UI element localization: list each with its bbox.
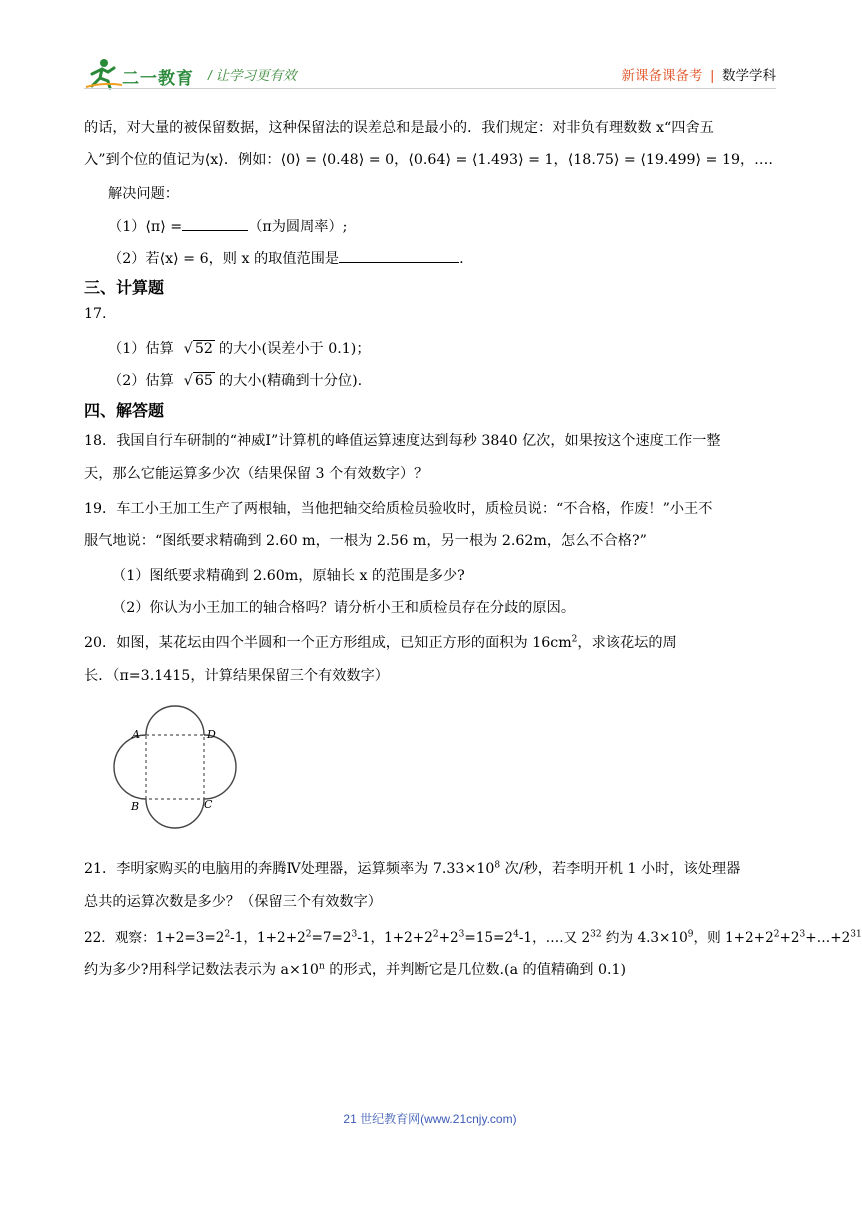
section-4-heading: 四、解答题 bbox=[84, 403, 165, 420]
runner-icon bbox=[84, 56, 124, 90]
radical-sign: √ bbox=[183, 341, 193, 357]
sqrt-52 bbox=[184, 341, 215, 357]
q22-seg: 22．观察：1+2=3=2 bbox=[84, 930, 225, 946]
q17-1-text: （1）估算 bbox=[108, 341, 174, 357]
q17-part-2 bbox=[108, 370, 362, 390]
q22-seg: =7=2 bbox=[311, 930, 352, 946]
question-2 bbox=[108, 248, 464, 268]
q19-line-1: 19．车工小王加工生产了两根轴，当他把轴交给质检员验收时，质检员说：“不合格，作废！”小王不 bbox=[84, 501, 713, 517]
header-label-subject: 数学学科 bbox=[722, 68, 776, 83]
intro-line-1: 的话，对大量的被保留数据，这种保留法的误差总和是最小的．我们规定：对非负有理数数 x“四舍五 bbox=[84, 120, 714, 136]
q1-note: （π为圆周率）; bbox=[248, 219, 348, 235]
logo-text: 二一教育 bbox=[122, 69, 194, 88]
header-separator: | bbox=[710, 68, 714, 83]
q22-l2-text-b: 的形式，并判断它是几位数.(a 的值精确到 0.1) bbox=[324, 962, 627, 978]
q17-number: 17. bbox=[84, 306, 107, 322]
page-header bbox=[84, 56, 776, 92]
q22-seg: +2 bbox=[779, 930, 800, 946]
q17-2-text: （2）估算 bbox=[108, 373, 174, 389]
label-b: B bbox=[131, 800, 140, 813]
radicand-65: 65 bbox=[194, 373, 213, 389]
q22-sup: 2 bbox=[432, 929, 439, 940]
intro-line-2: 入”到个位的值记为⟨x⟩．例如：⟨0⟩ = ⟨0.48⟩ = 0，⟨0.64⟩ = ⟨1.493⟩ = 1，⟨18.75⟩ = ⟨19.499⟩ = 19，…. bbox=[84, 152, 773, 168]
label-a: A bbox=[132, 728, 140, 741]
q20-text-b: ，求该花坛的周 bbox=[577, 635, 677, 651]
q1-text: （1）⟨π⟩ = bbox=[108, 219, 183, 235]
q19-part-1: （1）图纸要求精确到 2.60m，原轴长 x 的范围是多少? bbox=[112, 568, 465, 584]
q22-seg: +…+2 bbox=[805, 930, 851, 946]
radicand-52: 52 bbox=[194, 341, 213, 357]
q22-seg: -1，1+2+2 bbox=[357, 930, 433, 946]
q17-part-1 bbox=[108, 338, 371, 358]
header-divider bbox=[84, 88, 776, 89]
q17-1-tail: 的大小(误差小于 0.1)； bbox=[218, 341, 371, 357]
q22-sup: 31 bbox=[850, 929, 862, 940]
q21-text-b: 次/秒，若李明开机 1 小时，该处理器 bbox=[500, 861, 741, 877]
q1-answer-blank[interactable] bbox=[182, 216, 248, 231]
flower-bed-figure bbox=[110, 702, 240, 832]
q20-line-2: 长．（π=3.1415，计算结果保留三个有效数字） bbox=[84, 668, 389, 684]
q22-seg: +2 bbox=[438, 930, 459, 946]
flower-bed-diagram bbox=[110, 702, 240, 832]
question-1 bbox=[108, 216, 347, 236]
q19-line-2: 服气地说：“图纸要求精确到 2.60 m，一根为 2.56 m，另一根为 2.62m，怎么不合格?” bbox=[84, 533, 647, 549]
q2-end: . bbox=[459, 251, 464, 267]
solve-label: 解决问题： bbox=[108, 186, 179, 202]
q22-sup: 32 bbox=[590, 929, 602, 940]
page-footer[interactable]: 21 世纪教育网(www.21cnjy.com) bbox=[343, 1112, 517, 1126]
q22-sup: 2 bbox=[305, 929, 312, 940]
q22-seg: -1，….又 2 bbox=[518, 930, 591, 946]
q18-line-2: 天，那么它能运算多少次（结果保留 3 个有效数字）？ bbox=[84, 466, 429, 482]
q21-line-1 bbox=[84, 858, 740, 878]
q20-exponent: 2 bbox=[571, 634, 578, 645]
label-c: C bbox=[204, 798, 213, 811]
section-3-heading: 三、计算题 bbox=[84, 280, 165, 297]
q22-sup: 3 bbox=[458, 929, 465, 940]
sqrt-65 bbox=[184, 373, 215, 389]
q21-exponent: 8 bbox=[494, 860, 501, 871]
q22-l2-text-a: 约为多少?用科学记数法表示为 a×10 bbox=[84, 962, 319, 978]
q2-text: （2）若⟨x⟩ = 6，则 x 的取值范围是 bbox=[108, 251, 340, 267]
q22-l2-exponent: n bbox=[318, 961, 325, 972]
q22-sup: 2 bbox=[224, 929, 231, 940]
q19-part-2: （2）你认为小王加工的轴合格吗？请分析小王和质检员存在分歧的原因。 bbox=[112, 600, 576, 616]
q22-sup: 4 bbox=[513, 929, 519, 940]
q22-line-1 bbox=[84, 926, 862, 946]
q22-seg: 约为 4.3×10 bbox=[601, 930, 688, 946]
header-label-prep: 新课备课备考 bbox=[621, 68, 703, 83]
q22-seg: ，则 1+2+2 bbox=[693, 930, 774, 946]
q22-sup: 9 bbox=[687, 929, 694, 940]
q21-line-2: 总共的运算次数是多少？（保留三个有效数字） bbox=[84, 894, 382, 910]
q20-line-1 bbox=[84, 632, 677, 652]
q22-sup: 3 bbox=[799, 929, 806, 940]
header-slogan: / 让学习更有效 bbox=[208, 68, 297, 83]
q21-text-a: 21．李明家购买的电脑用的奔腾Ⅳ处理器，运算频率为 7.33×10 bbox=[84, 861, 495, 877]
label-d: D bbox=[207, 728, 216, 741]
q22-sup: 3 bbox=[351, 929, 358, 940]
radical-sign: √ bbox=[183, 373, 193, 389]
brand-logo bbox=[84, 56, 199, 90]
q2-answer-blank[interactable] bbox=[339, 248, 459, 263]
q22-sup: 2 bbox=[773, 929, 780, 940]
q18-line-1: 18．我国自行车研制的“神威Ⅰ”计算机的峰值运算速度达到每秒 3840 亿次，如果按这个速度工作一整 bbox=[84, 433, 721, 449]
q17-2-tail: 的大小(精确到十分位). bbox=[218, 373, 363, 389]
q22-line-2 bbox=[84, 959, 626, 979]
q22-seg: =15=2 bbox=[464, 930, 514, 946]
q20-text-a: 20．如图，某花坛由四个半圆和一个正方形组成，已知正方形的面积为 16cm bbox=[84, 635, 572, 651]
q22-seg: -1，1+2+2 bbox=[230, 930, 306, 946]
header-subject bbox=[621, 64, 776, 84]
